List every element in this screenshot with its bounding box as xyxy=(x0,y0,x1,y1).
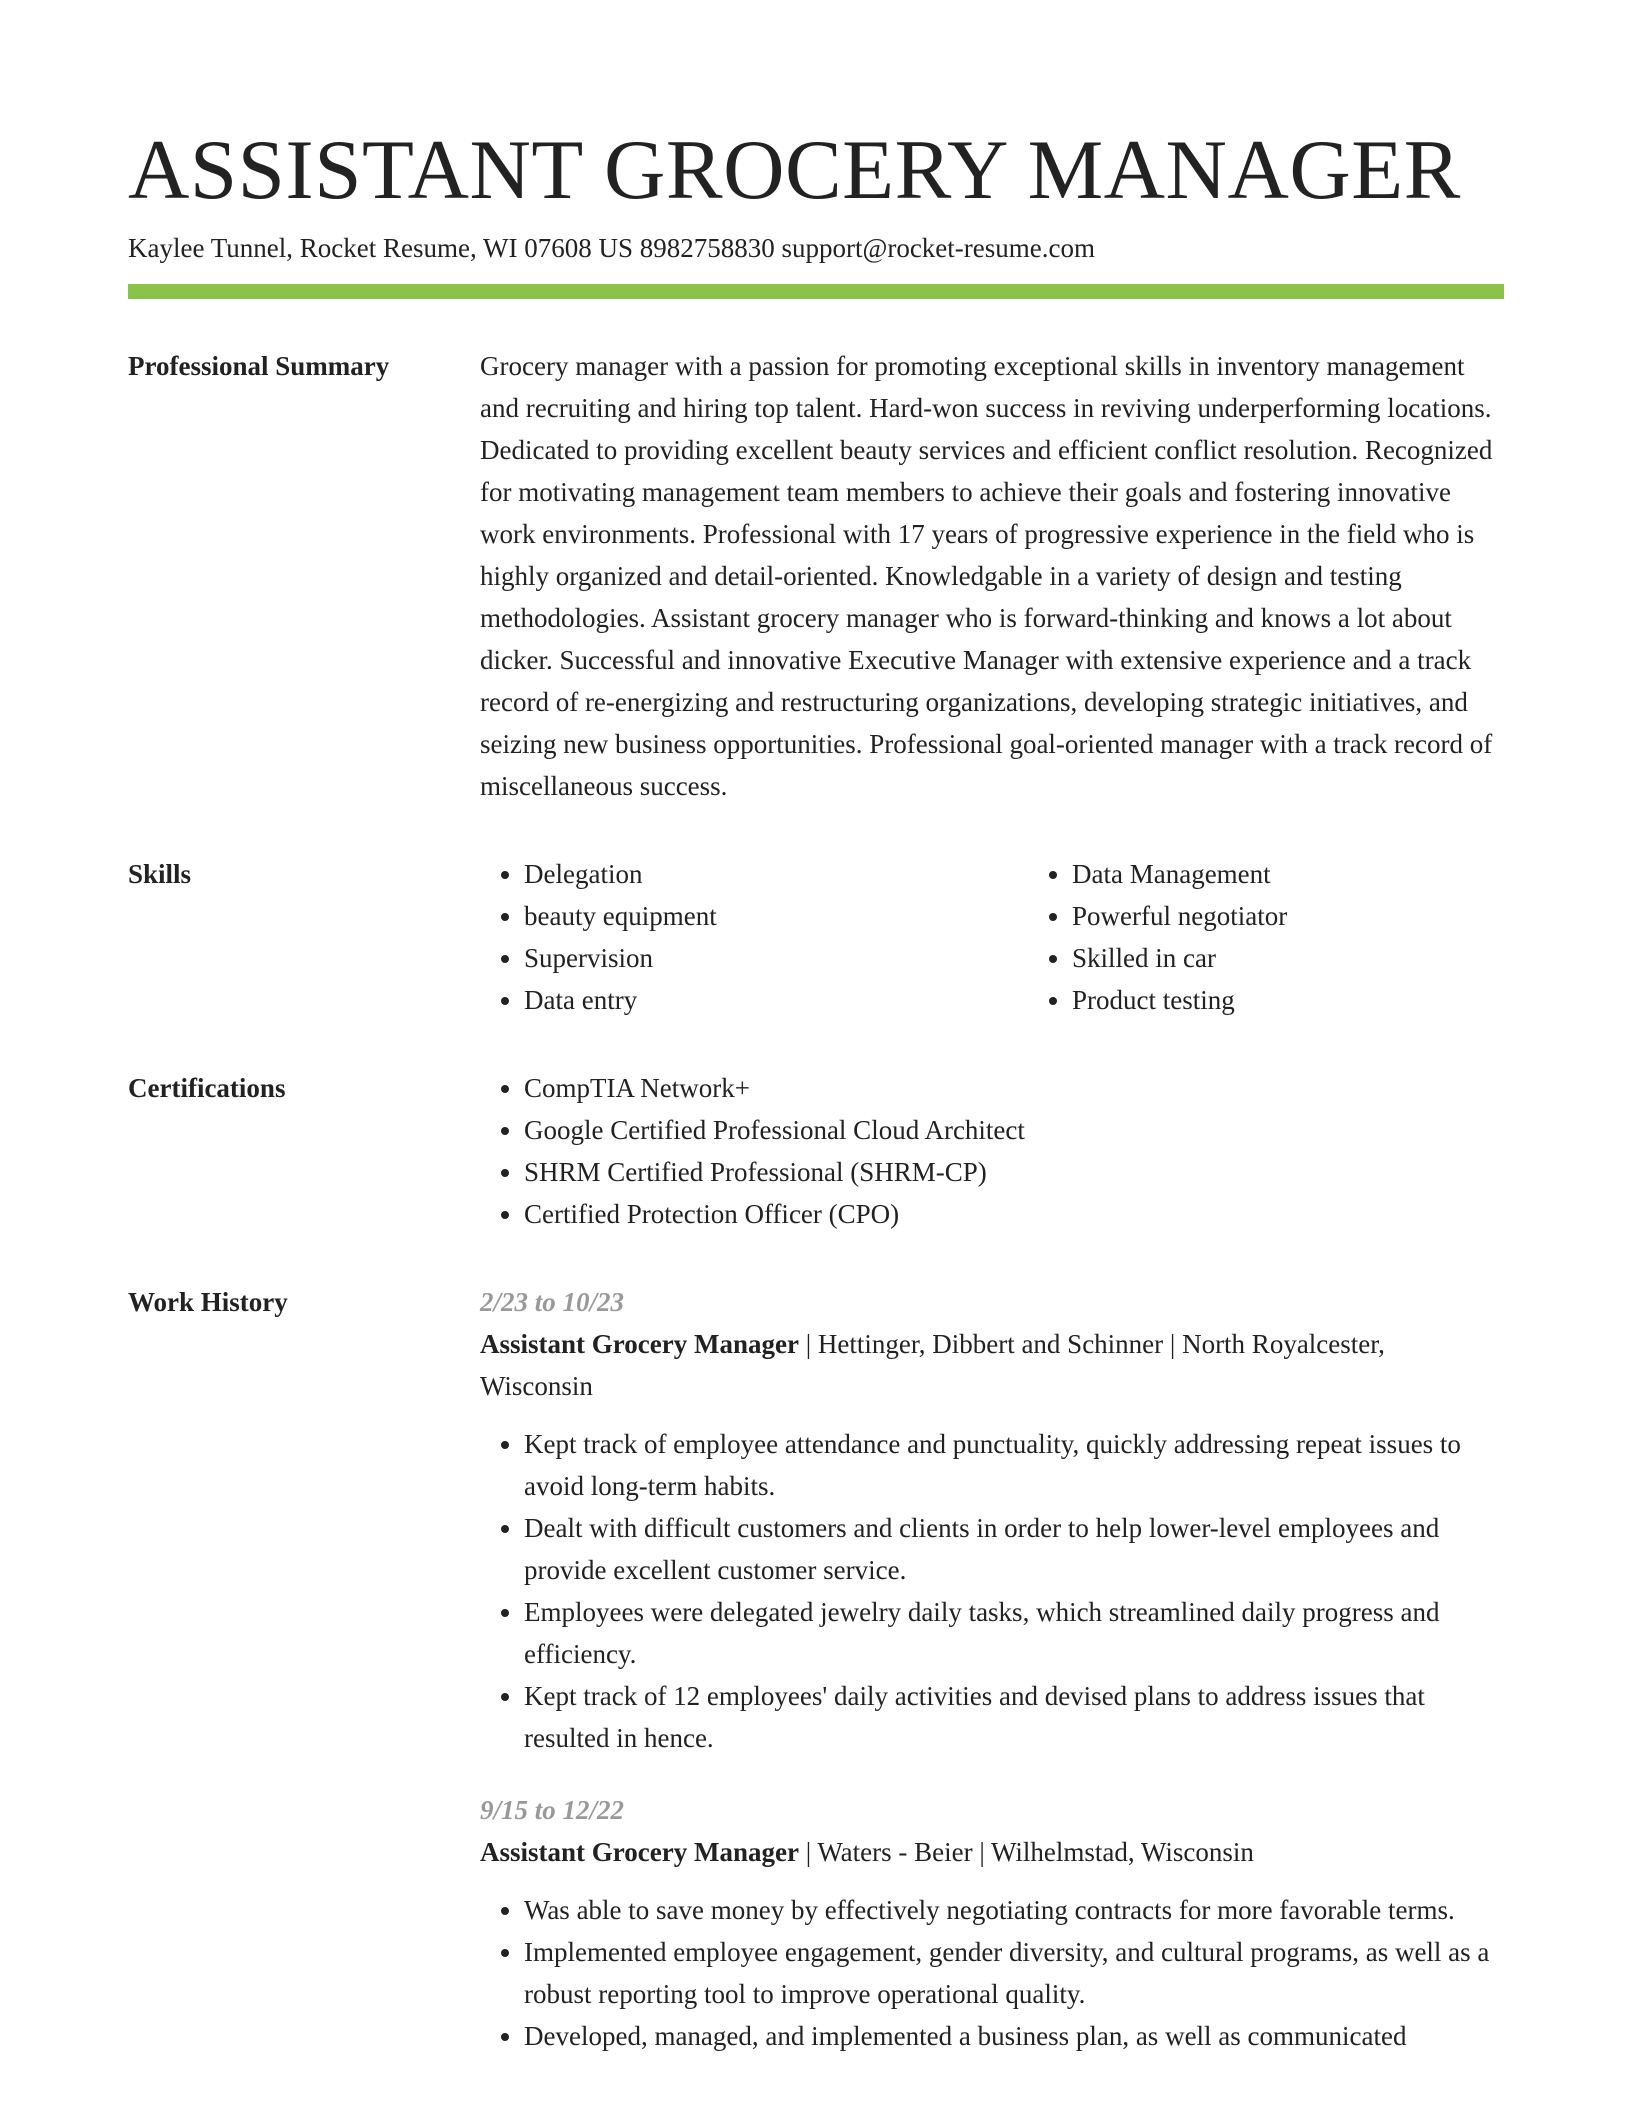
job-entry xyxy=(480,1789,1504,2057)
job-employer-location: | Hettinger, Dibbert and Schinner | North Royalcester, Wisconsin xyxy=(480,1329,1385,1401)
job-employer-location: | Waters - Beier | Wilhelmstad, Wisconsin xyxy=(798,1837,1254,1867)
certification-item: • Certified Protection Officer (CPO) xyxy=(524,1193,1504,1235)
summary-section xyxy=(128,345,1504,807)
accent-divider xyxy=(128,284,1504,299)
section-label-work-history: Work History xyxy=(128,1287,288,1317)
section-label-certifications: Certifications xyxy=(128,1073,286,1103)
skills-section xyxy=(128,853,1504,1021)
job-bullets xyxy=(480,1423,1504,1759)
skill-item: • beauty equipment xyxy=(524,895,1028,937)
job-heading xyxy=(480,1323,1504,1407)
resume-title: ASSISTANT GROCERY MANAGER xyxy=(128,123,1461,217)
skill-item: • Data entry xyxy=(524,979,1028,1021)
skill-item: • Supervision xyxy=(524,937,1028,979)
work-history-section xyxy=(128,1281,1504,2057)
certifications-body xyxy=(480,1067,1504,1235)
contact-line: Kaylee Tunnel, Rocket Resume, WI 07608 US 8982758830 support@rocket-resume.com xyxy=(128,233,1095,263)
job-bullets xyxy=(480,1889,1504,2057)
section-label-summary: Professional Summary xyxy=(128,351,390,381)
skill-item: • Delegation xyxy=(524,853,1028,895)
skills-grid xyxy=(480,853,1576,1021)
skill-item: • Data Management xyxy=(1072,853,1576,895)
skill-item: • Skilled in car xyxy=(1072,937,1576,979)
job-dates: 9/15 to 12/22 xyxy=(480,1795,625,1825)
section-label-skills: Skills xyxy=(128,859,192,889)
certifications-list xyxy=(480,1067,1504,1235)
summary-text: Grocery manager with a passion for promoting exceptional skills in inventory management and recruiting and hiring top talent. Hard-won success in reviving underperforming locations. Dedicated to providing excellent beauty services and efficient conflict resolution. Recognized for motivating management team members to achieve their goals and fostering innovative work environments. Professional with 17 years of progressive experience in the field who is highly organized and detail-oriented. Knowledgable in a variety of design and testing methodologies. Assistant grocery manager who is forward-thinking and knows a lot about dicker. Successful and innovative Executive Manager with extensive experience and a track record of re-energizing and restructuring organizations, developing strategic initiatives, and seizing new business opportunities. Professional goal-oriented manager with a track record of miscellaneous success. xyxy=(480,351,1493,801)
job-heading xyxy=(480,1831,1504,1873)
summary-body xyxy=(480,345,1504,807)
certification-item: • Google Certified Professional Cloud Architect xyxy=(524,1109,1504,1151)
certifications-section xyxy=(128,1067,1504,1235)
job-entry xyxy=(480,1281,1504,1759)
work-history-body xyxy=(480,1281,1504,2057)
skills-column-left xyxy=(480,853,1028,1021)
job-title: Assistant Grocery Manager xyxy=(480,1837,799,1867)
certification-item: • CompTIA Network+ xyxy=(524,1067,1504,1109)
job-title: Assistant Grocery Manager xyxy=(480,1329,799,1359)
job-dates: 2/23 to 10/23 xyxy=(480,1287,625,1317)
job-bullet: • Kept track of 12 employees' daily activities and devised plans to address issues that resulted in hence. xyxy=(524,1675,1504,1759)
skill-item: • Powerful negotiator xyxy=(1072,895,1576,937)
job-bullet: • Was able to save money by effectively negotiating contracts for more favorable terms. xyxy=(524,1889,1504,1931)
job-bullet: • Developed, managed, and implemented a business plan, as well as communicated xyxy=(524,2015,1504,2057)
job-bullet: • Kept track of employee attendance and punctuality, quickly addressing repeat issues to avoid long-term habits. xyxy=(524,1423,1504,1507)
job-bullet: • Employees were delegated jewelry daily tasks, which streamlined daily progress and efficiency. xyxy=(524,1591,1504,1675)
job-bullet: • Dealt with difficult customers and clients in order to help lower-level employees and provide excellent customer service. xyxy=(524,1507,1504,1591)
job-bullet: • Implemented employee engagement, gender diversity, and cultural programs, as well as a robust reporting tool to improve operational quality. xyxy=(524,1931,1504,2015)
skills-body xyxy=(480,853,1576,1021)
certification-item: • SHRM Certified Professional (SHRM-CP) xyxy=(524,1151,1504,1193)
skill-item: • Product testing xyxy=(1072,979,1576,1021)
resume-page xyxy=(128,0,1504,2057)
skills-column-right xyxy=(1028,853,1576,1021)
